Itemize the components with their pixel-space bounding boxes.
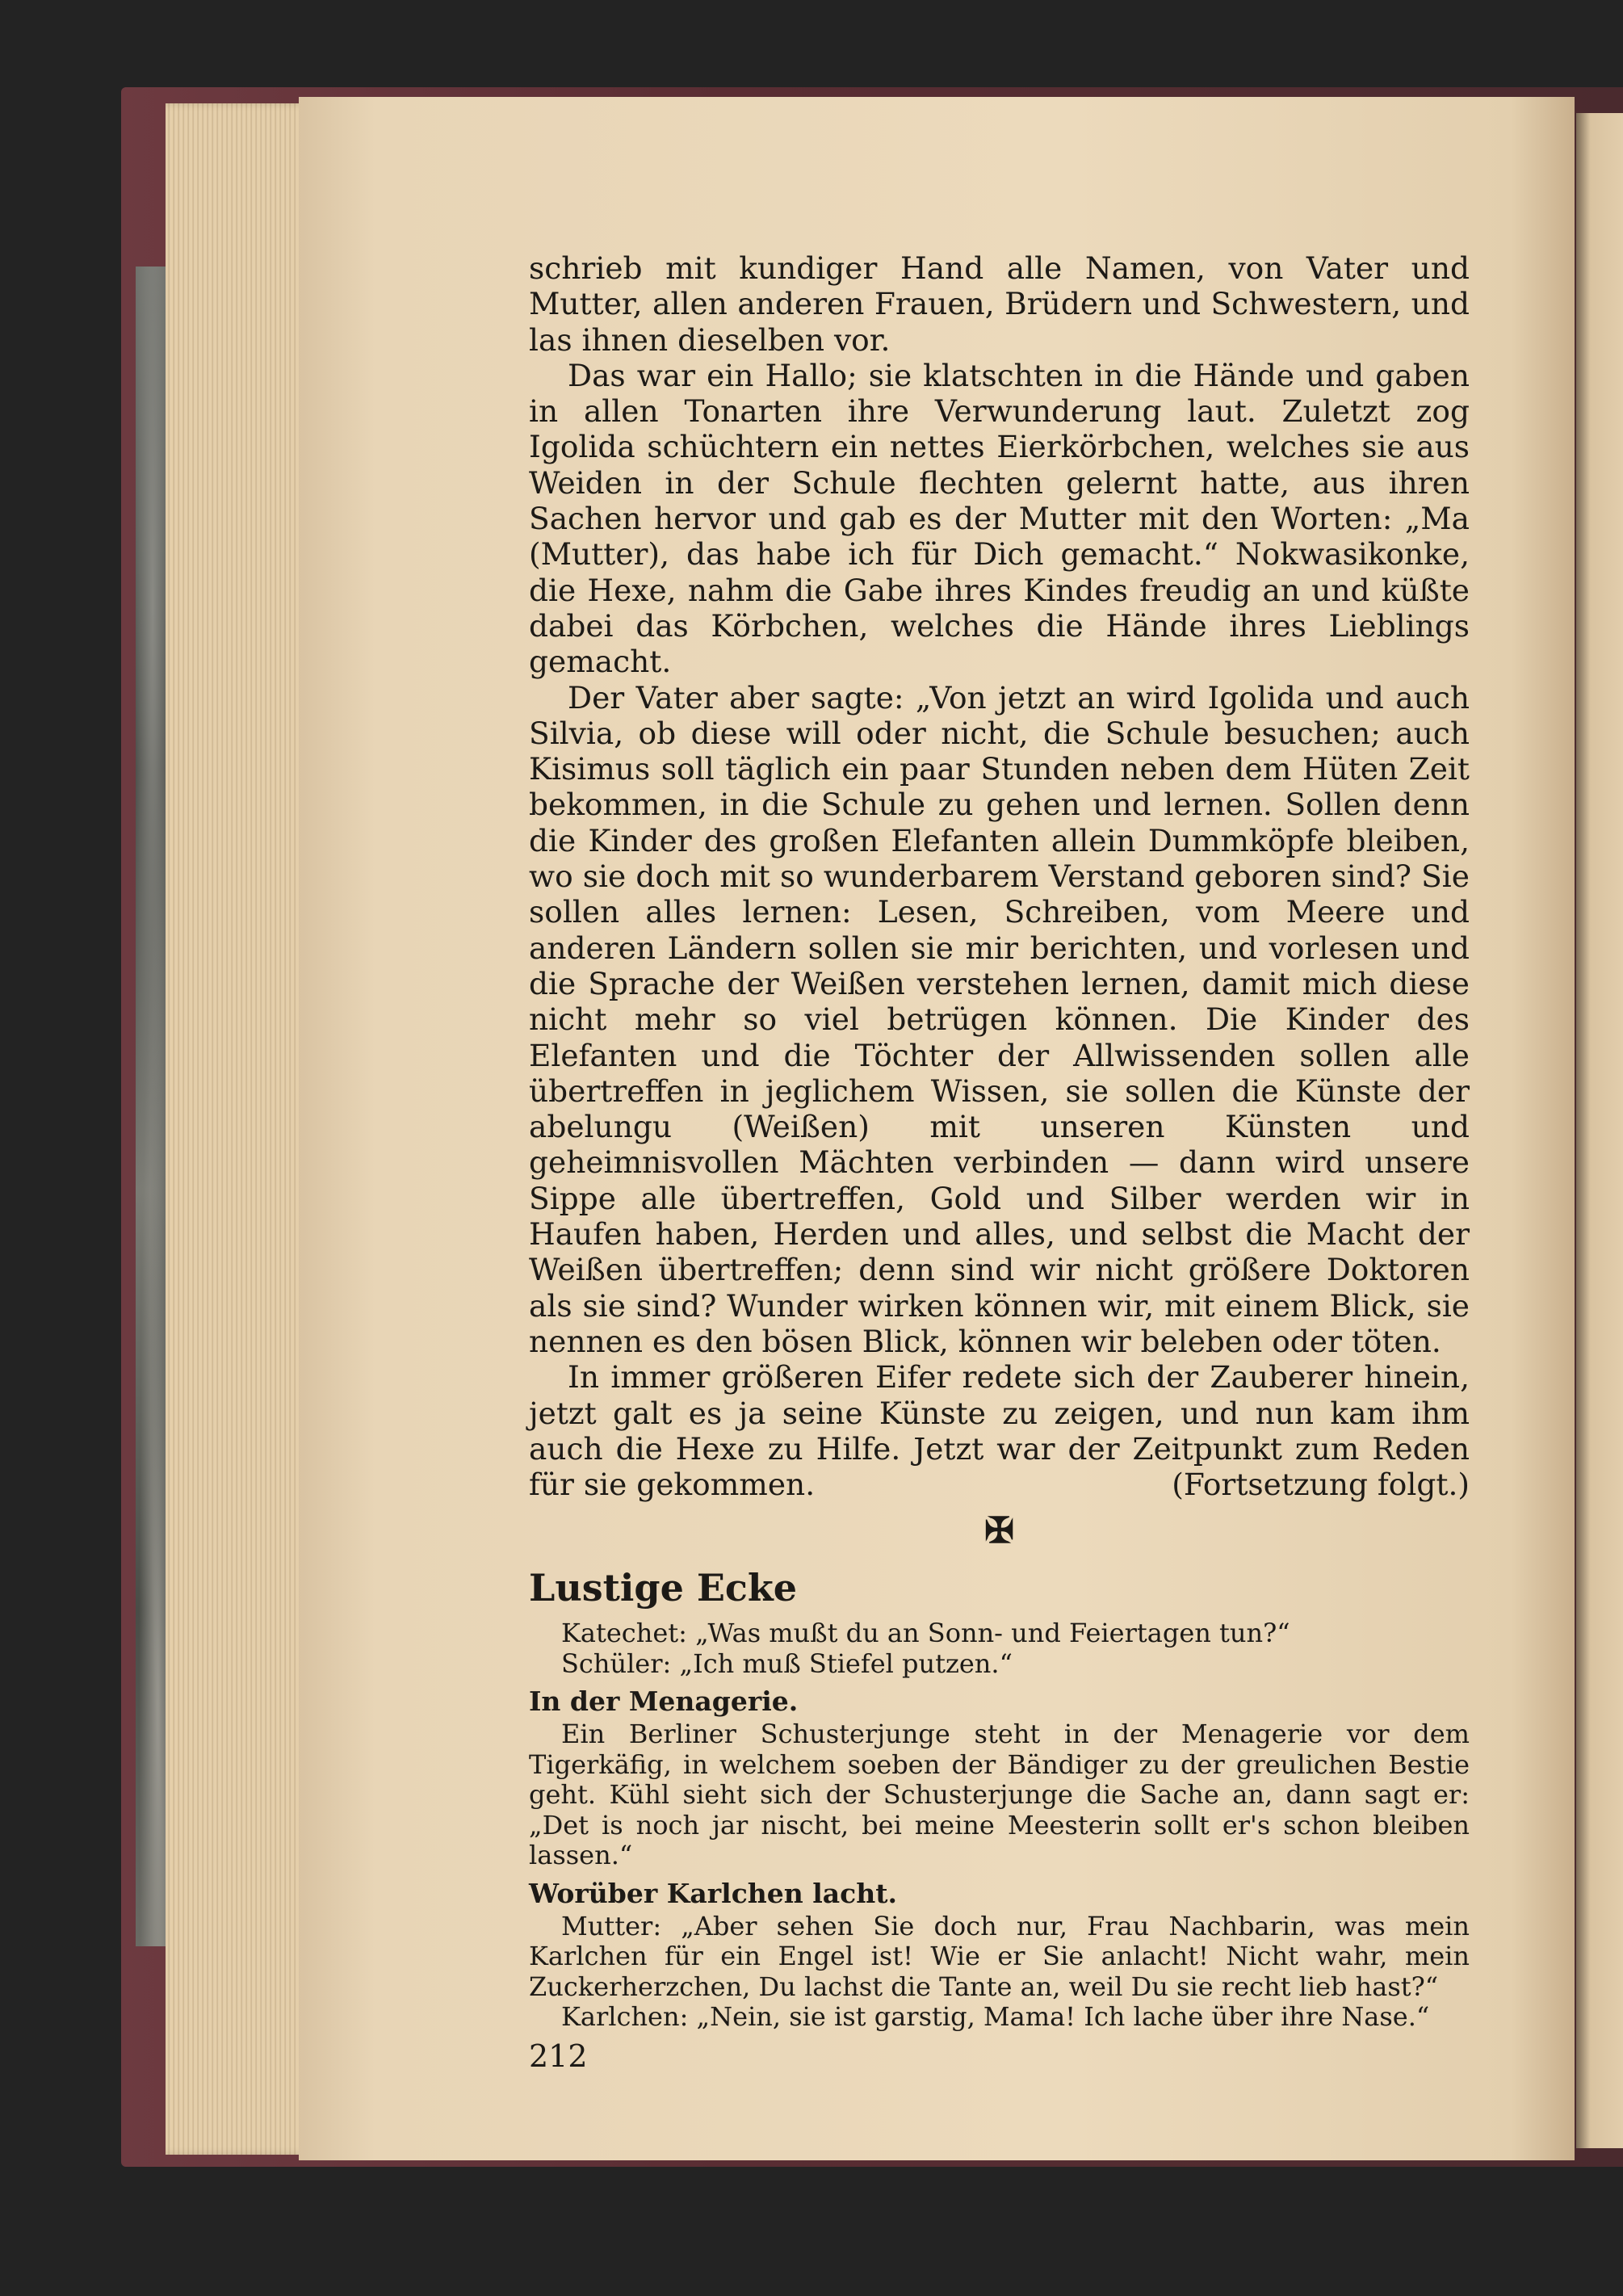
page-edges <box>166 103 311 2155</box>
joke-1-question: Katechet: „Was mußt du an Sonn- und Feiertagen tun?“ <box>561 1618 1290 1649</box>
section-title: Lustige Ecke <box>529 1566 798 1610</box>
paragraph-3: Der Vater aber sagte: „Von jetzt an wird Igolida und auch Silvia, ob diese will oder nicht, die Schule besuchen; auch Kisimus soll täglich ein paar Stunden neben dem Hüten Zeit bekommen, in die Schule zu gehen und lernen. Sollen denn die Kinder des großen Elefanten allein Dummköpfe bleiben, wo sie doch mit so wunderbarem Verstand geboren sind? Sie sollen alles lernen: Lesen, Schreiben, vom Meere und anderen Ländern sollen sie mir berichten, und vorlesen und die Sprache der Weißen verstehen lernen, damit mich diese nicht mehr so viel betrügen können. Die Kinder des Elefanten und die Töchter der Allwissenden sollen alle übertreffen in jeglichem Wissen, sie sollen die Künste der abelungu (Weißen) mit unseren Künsten und geheimnisvollen Mächten verbinden — dann wird unsere Sippe alle übertreffen, Gold und Silber werden wir in Haufen haben, Herden und alles, und selbst die Macht der Weißen übertreffen; denn sind wir nicht größere Doktoren als sie sind? Wunder wirken können wir, mit einem Blick, sie nennen es den bösen Blick, können wir beleben oder töten. <box>529 679 1470 1359</box>
next-page-edge <box>1576 113 1623 2148</box>
story-text <box>529 250 1470 1502</box>
joke-1-answer: Schüler: „Ich muß Stiefel putzen.“ <box>561 1647 1013 1679</box>
page-number: 212 <box>529 2038 588 2074</box>
continuation-note: (Fortsetzung folgt.) <box>1172 1467 1470 1503</box>
paragraph-4-text: In immer größeren Eifer redete sich der Zauberer hinein, jetzt galt es ja seine Künste zu zeigen, und nun kam ihm auch die Hexe zu Hilfe. Jetzt war der Zeitpunkt zum Reden für sie gekommen. <box>529 1359 1470 1503</box>
joke-3-text: Mutter: „Aber sehen Sie doch nur, Frau Nachbarin, was mein Karlchen für ein Engel ist! Wie er Sie anlacht! Nicht wahr, mein Zuckerherzchen, Du lachst die Tante an, weil Du sie recht lieb hast?“ <box>529 1910 1470 2002</box>
joke-3-title: Worüber Karlchen lacht. <box>529 1877 897 1909</box>
paragraph-2: Das war ein Hallo; sie klatschten in die Hände und gaben in allen Tonarten ihre Verwunderung laut. Zuletzt zog Igolida schüchtern ein nettes Eierkörbchen, welches sie aus Weiden in der Schule flechten gelernt hatte, aus ihren Sachen hervor und gab es der Mutter mit den Worten: „Ma (Mutter), das habe ich für Dich gemacht.“ Nokwasikonke, die Hexe, nahm die Gabe ihres Kindes freudig an und küßte dabei das Körbchen, welches die Hände ihres Lieblings gemacht. <box>529 357 1470 680</box>
joke-2-text: Ein Berliner Schusterjunge steht in der Menagerie vor dem Tigerkäfig, in welchem soeben der Bändiger zu der greulichen Bestie geht. Kühl sieht sich der Schusterjunge die Sache an, dann sagt er: „Det is noch jar nischt, bei meine Meesterin sollt er's schon bleiben lassen.“ <box>529 1719 1470 1871</box>
joke-3-reply: Karlchen: „Nein, sie ist garstig, Mama! Ich lache über ihre Nase.“ <box>561 2001 1430 2033</box>
jokes-section <box>529 1618 1470 2033</box>
paragraph-1: schrieb mit kundiger Hand alle Namen, von Vater und Mutter, allen anderen Frauen, Brüdern und Schwestern, und las ihnen dieselben vor. <box>529 250 1470 358</box>
ornament-divider: ✠ <box>984 1510 1014 1552</box>
joke-2-title: In der Menagerie. <box>529 1685 799 1718</box>
paragraph-4 <box>529 1359 1470 1502</box>
page-content <box>529 250 1470 2076</box>
